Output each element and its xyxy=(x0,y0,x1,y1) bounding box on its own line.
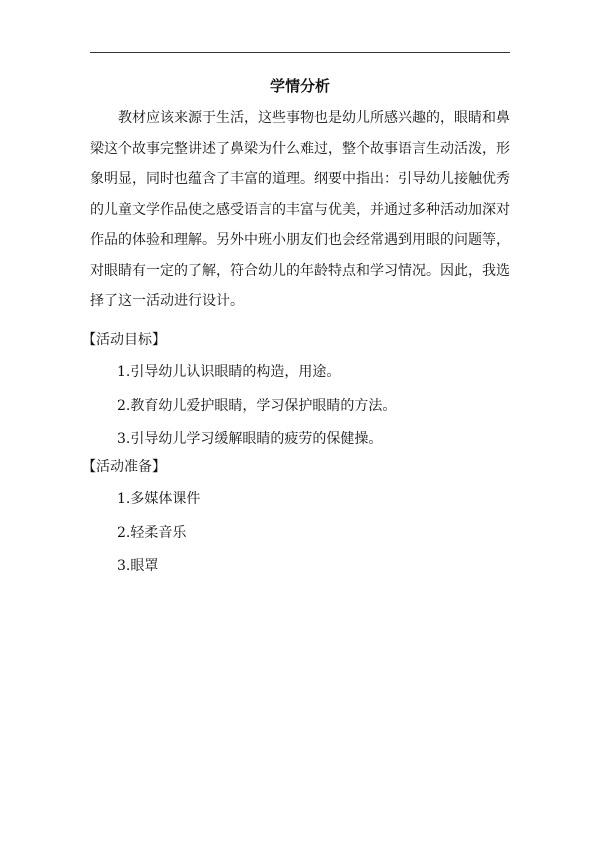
goals-heading: 【活动目标】 xyxy=(82,332,166,348)
prep-heading: 【活动准备】 xyxy=(82,459,166,475)
goals-list xyxy=(117,362,396,463)
analysis-paragraph: 教材应该来源于生活，这些事物也是幼儿所感兴趣的，眼睛和鼻梁这个故事完整讲述了鼻梁为什么难过，整个故事语言生动活泼，形象明显，同时也蕴含了丰富的道理。纲要中指出：引导幼儿接触优秀的儿童文学作品使之感受语言的丰富与优美，并通过多种活动加深对作品的体验和理解。另外中班小朋友们也会经常遇到用眼的问题等，对眼睛有一定的了解，符合幼儿的年龄特点和学习情况。因此，我选择了这一活动进行设计。 xyxy=(90,110,510,309)
prep-item: 3.眼罩 xyxy=(117,558,159,574)
prep-list xyxy=(117,489,200,590)
prep-item: 1.多媒体课件 xyxy=(117,491,201,507)
document-title: 学情分析 xyxy=(269,77,330,95)
goal-item: 1.引导幼儿认识眼睛的构造，用途。 xyxy=(117,364,341,380)
prep-item: 2.轻柔音乐 xyxy=(117,524,187,541)
header-rule xyxy=(90,52,510,53)
goal-item: 2.教育幼儿爱护眼睛，学习保护眼睛的方法。 xyxy=(117,397,397,414)
goal-item: 3.引导幼儿学习缓解眼睛的疲劳的保健操。 xyxy=(117,431,383,447)
